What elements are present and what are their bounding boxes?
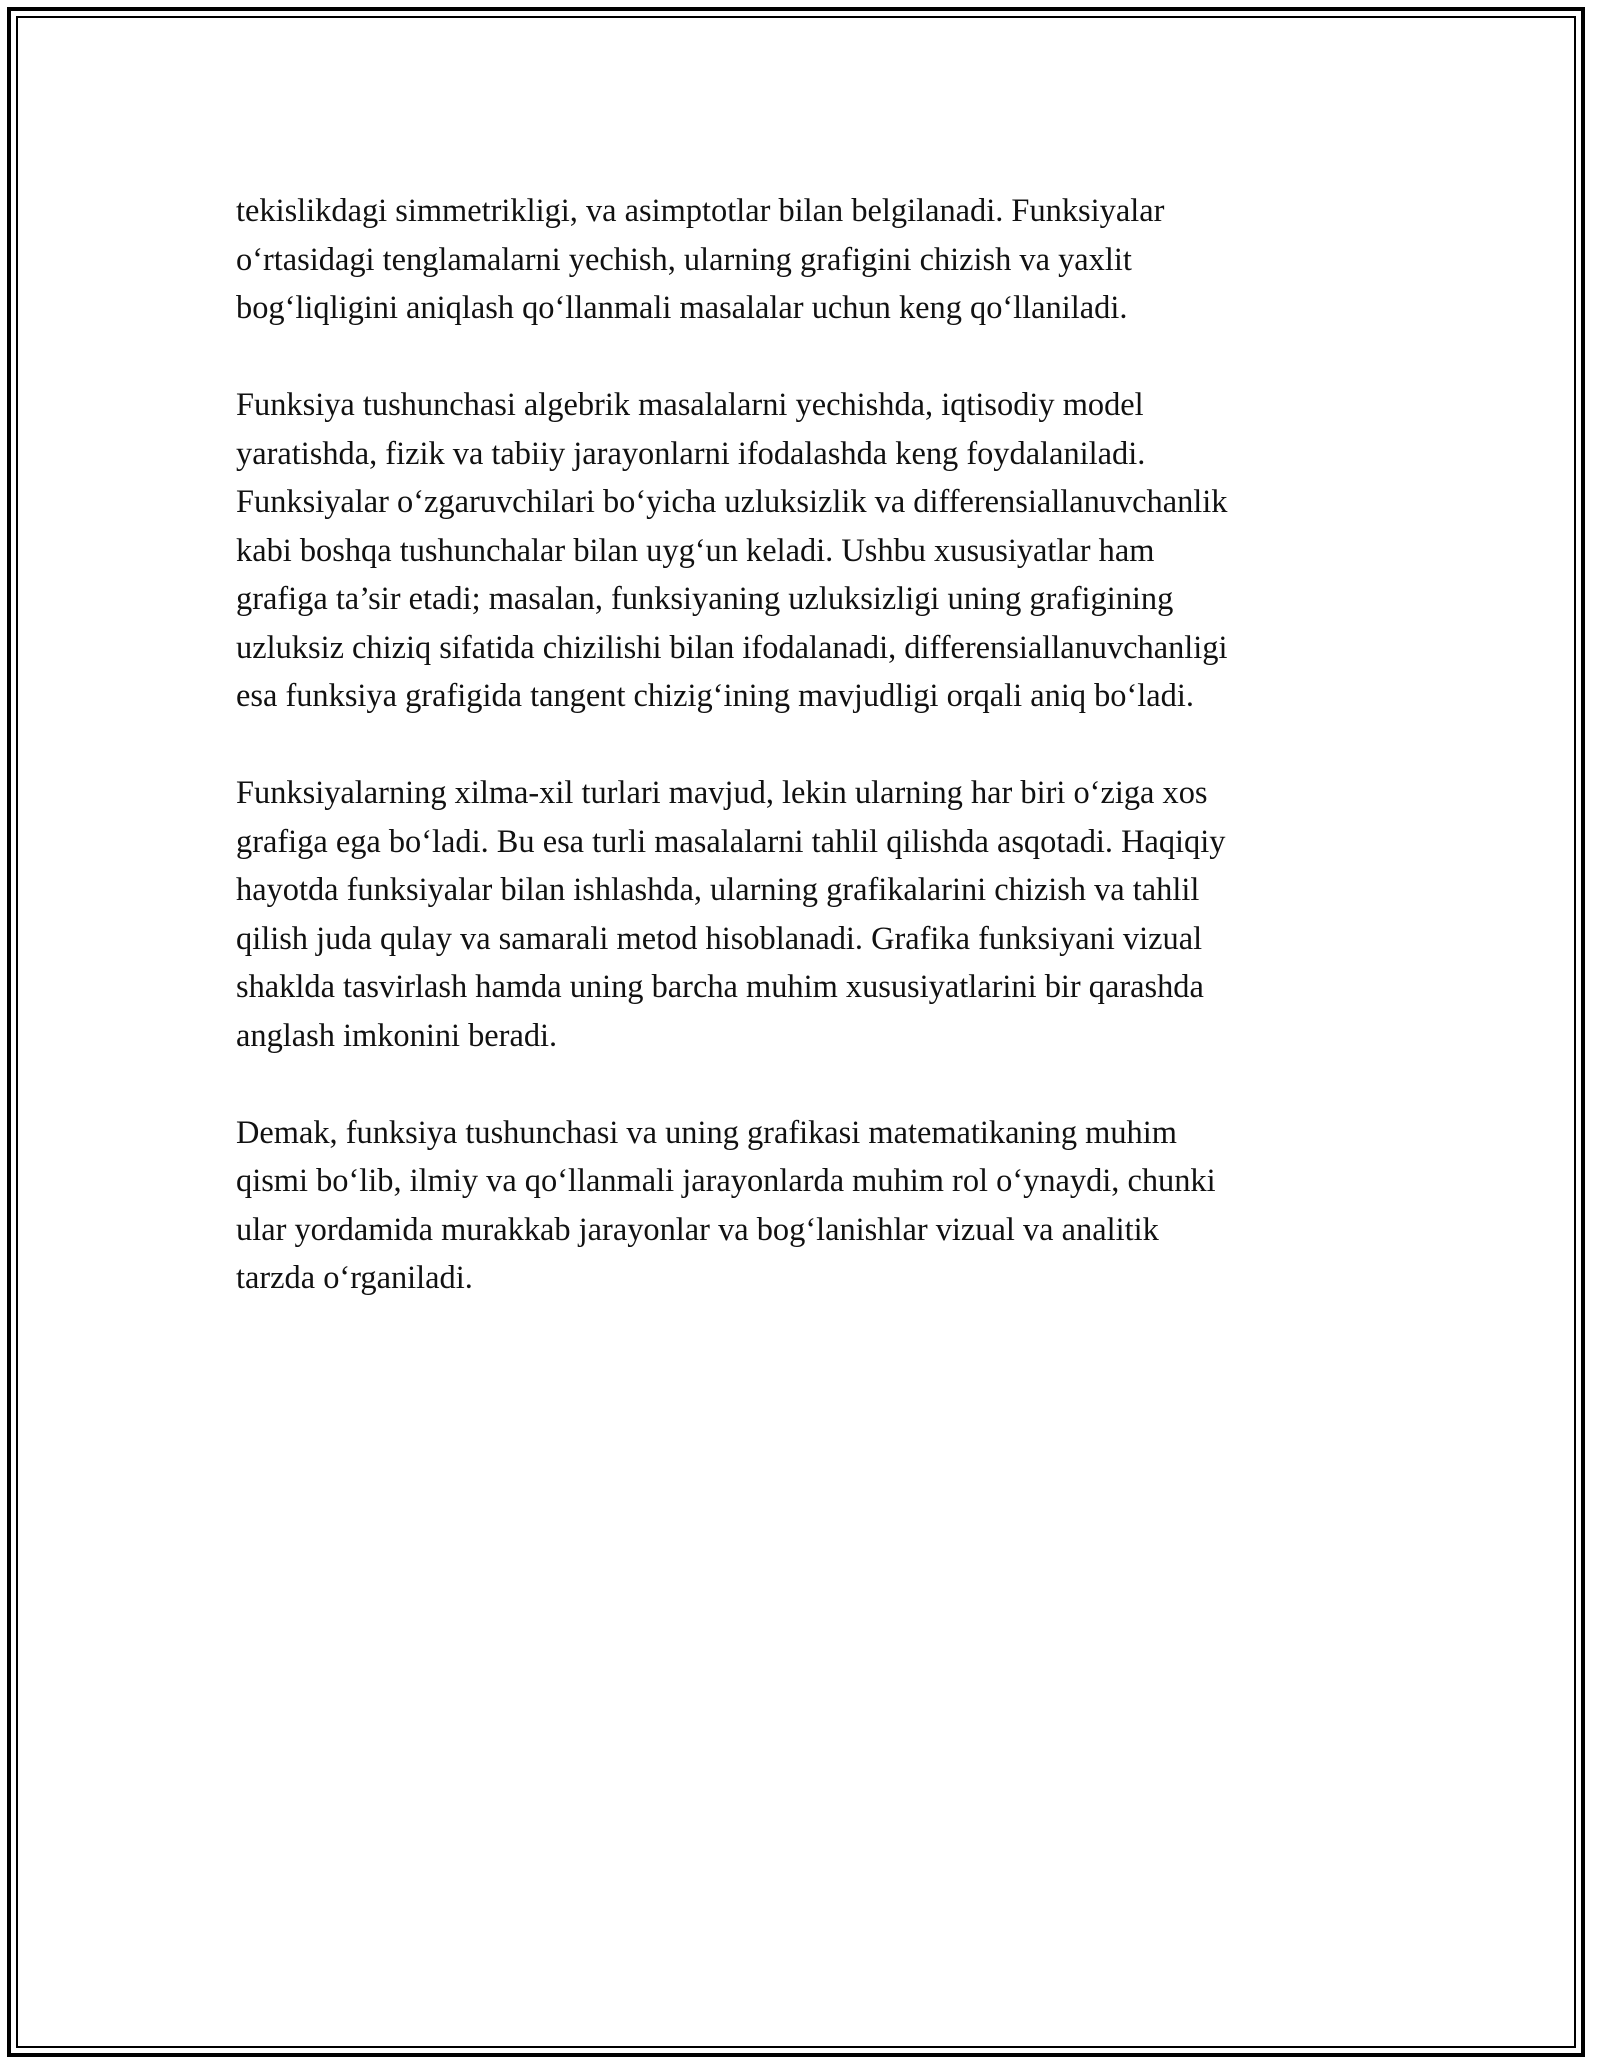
paragraph-3: Funksiyalarning xilma-xil turlari mavjud, lekin ularning har biri o‘ziga xos grafiga ega bo‘ladi. Bu esa turli masalalarni tahlil qilishda asqotadi. Haqiqiy hayotda funksiyalar bilan ishlashda, ularning grafikalarini chizish va tahlil qilish juda qulay va samarali metod hisoblanadi. Grafika funksiyani vizual shaklda tasvirlash hamda uning barcha muhim xususiyatlarini bir qarashda anglash imkonini beradi. <box>236 775 1226 1054</box>
paragraph-4: Demak, funksiya tushunchasi va uning grafikasi matematikaning muhim qismi bo‘lib, ilmiy va qo‘llanmali jarayonlarda muhim rol o‘ynaydi, chunki ular yordamida murakkab jarayonlar va bog‘lanishlar vizual va analitik tarzda o‘rganiladi. <box>236 1114 1216 1296</box>
paragraph-2: Funksiya tushunchasi algebrik masalalarni yechishda, iqtisodiy model yaratishda, fizik va tabiiy jarayonlarni ifodalashda keng foydalaniladi. Funksiyalar o‘zgaruvchilari bo‘yicha uzluksizlik va differensiallanuvchanlik kabi boshqa tushunchalar bilan uyg‘un keladi. Ushbu xususiyatlar ham grafiga ta’sir etadi; masalan, funksiyaning uzluksizligi uning grafigining uzluksiz chiziq sifatida chizilishi bilan ifodalanadi, differensiallanuvchanligi esa funksiya grafigida tangent chizig‘ining mavjudligi orqali aniq bo‘ladi. <box>236 387 1228 714</box>
document-body <box>236 187 1386 1351</box>
paragraph-1: tekislikdagi simmetrikligi, va asimptotlar bilan belgilanadi. Funksiyalar o‘rtasidagi tenglamalarni yechish, ularning grafigini chizish va yaxlit bog‘liqligini aniqlash qo‘llanmali masalalar uchun keng qo‘llaniladi. <box>236 193 1165 326</box>
